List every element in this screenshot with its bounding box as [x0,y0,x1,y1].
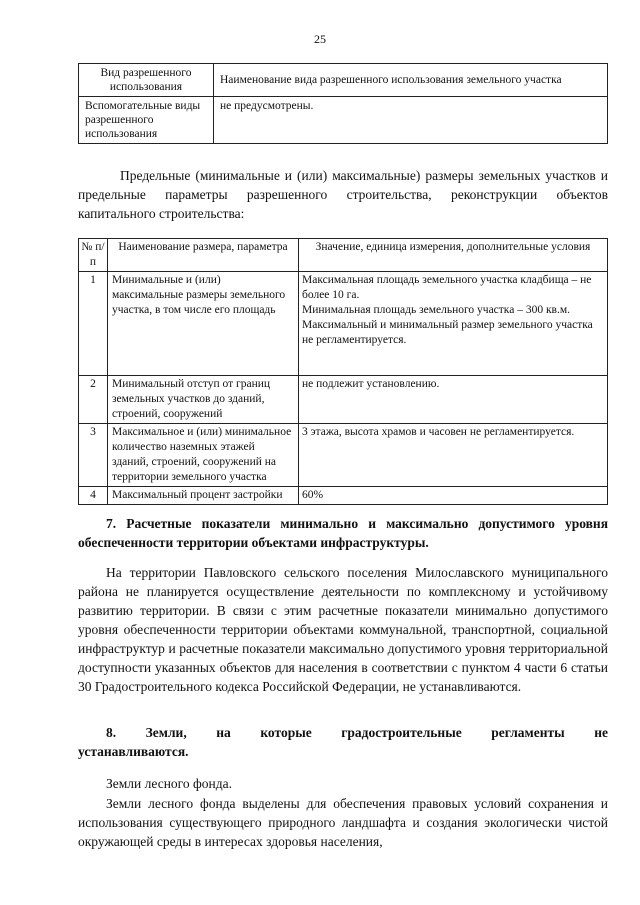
page-number: 25 [314,32,326,46]
table-header-cell: Значение, единица измерения, дополнительные условия [299,239,608,272]
paragraph: Земли лесного фонда выделены для обеспечения правовых условий сохранения и использования существующего природного ландшафта и создания экологически чистой окружающей среды в интересах здоровья населения, [78,796,608,849]
table-cell: не подлежит установлению. [299,376,608,424]
table-cell: Минимальные и (или) максимальные размеры земельного участка, в том числе его площадь [108,272,299,376]
section-heading-7: 7. Расчетные показатели минимально и максимально допустимого уровня обеспеченности территории объектами инфраструктуры. [78,516,608,550]
permitted-use-table [78,63,608,144]
table-cell: 3 этажа, высота храмов и часовен не регламентируется. [299,424,608,487]
table-cell: Вспомогательные виды разрешенного использования [79,97,214,144]
table-cell: Максимальное и (или) минимальное количество наземных этажей зданий, строений, сооружений на территории земельного участка [108,424,299,487]
table-cell: 3 [79,424,108,487]
table-cell: Минимальный отступ от границ земельных участков до зданий, строений, сооружений [108,376,299,424]
section-heading-8-continuation: устанавливаются. [78,744,189,759]
cell-line: Максимальный и минимальный размер земельного участка не регламентируется. [302,319,593,346]
paragraph: Земли лесного фонда. [106,776,232,791]
table-cell: 60% [299,487,608,505]
parameters-table [78,238,608,505]
table-row [79,376,608,424]
table-row [79,487,608,505]
cell-line: Максимальная площадь земельного участка кладбища – не более 10 га. [302,274,592,301]
cell-line: Минимальная площадь земельного участка – 300 кв.м. [302,304,570,316]
table-cell [299,272,608,376]
table-header-row [79,239,608,272]
table-header-cell: Наименование размера, параметра [108,239,299,272]
table-row [79,272,608,376]
table-row [79,424,608,487]
table-cell: не предусмотрены. [214,97,608,144]
table-row [79,97,608,144]
table-header-cell: Наименование вида разрешенного использования земельного участка [214,64,608,97]
table-header-cell: Вид разрешенного использования [79,64,214,97]
paragraph: Предельные (минимальные и (или) максимальные) размеры земельных участков и предельные параметры разрешенного строительства, реконструкции объектов капитального строительства: [78,168,608,221]
table-cell: 2 [79,376,108,424]
section-heading-8: 8. Земли, на которые градостроительные регламенты не [106,725,608,740]
table-cell: 4 [79,487,108,505]
table-cell: 1 [79,272,108,376]
table-header-row [79,64,608,97]
table-cell: Максимальный процент застройки [108,487,299,505]
paragraph: На территории Павловского сельского поселения Милославского муниципального района не планируется осуществление деятельности по комплексному и устойчивому развитию территории. В связи с этим расчетные показатели минимально допустимого уровня обеспеченности территории объектами коммунальной, транспортной, социальной инфраструктур и расчетные показатели максимально допустимого уровня территориальной доступности указанных объектов для населения в соответствии с пунктом 4 части 6 статьи 30 Градостроительного кодекса Российской Федерации, не устанавливаются. [78,565,608,694]
table-header-cell: № п/п [79,239,108,272]
